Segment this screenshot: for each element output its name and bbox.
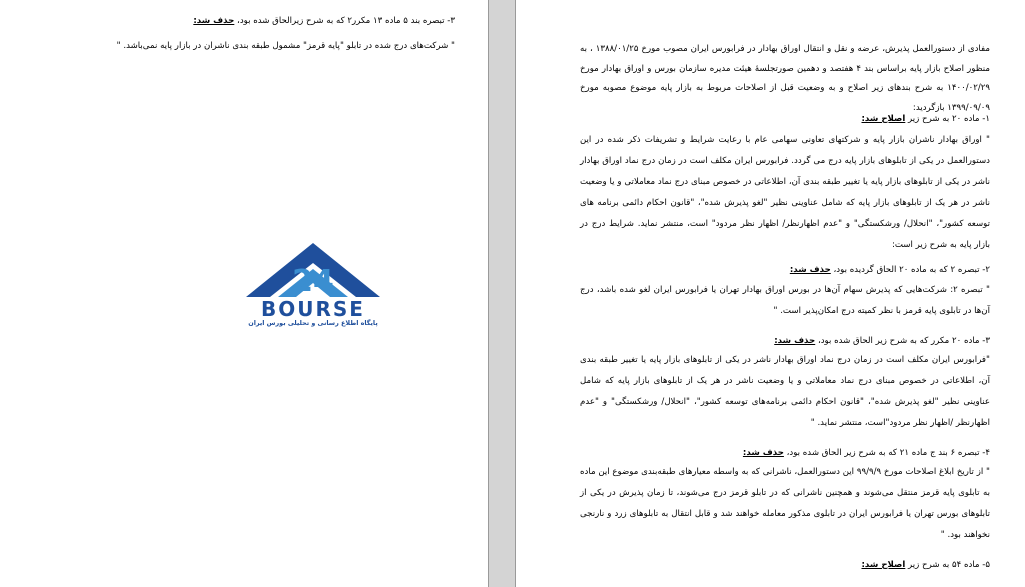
right-item5-heading-prefix: ۵- ماده ۵۴ به شرح زیر	[908, 560, 990, 570]
left-item3-heading-action: حذف شد:	[193, 16, 235, 26]
document-page-right	[515, 0, 1025, 587]
right-item5-heading	[580, 558, 990, 572]
bourse24-logo-word: BOURSE	[261, 297, 365, 321]
right-item4-heading	[580, 446, 990, 460]
document-page-left	[0, 0, 489, 587]
right-item3-heading	[580, 334, 990, 348]
right-item3-body: "فرابورس ایران مکلف است در زمان درج نماد اوراق بهادار ناشر در یکی از تابلوهای بازار پایه یا تغییر طبقه بندی آن، اطلاعاتی در خصوص مبنای درج نماد معاملاتی و یا وضعیت ناشر در هر یک از تابلوهای بازار پایه که شامل عناوینی نظیر "لغو پذیرش شده"، "قانون احکام دائمی برنامه‌های توسعه کشور"، "انحلال/ ورشکستگی" و "عدم اظهارنظر /اظهار نظر مردود"است، منتشر نماید. "	[580, 355, 990, 428]
right-item4-body: " از تاریخ ابلاغ اصلاحات مورخ ۹۹/۹/۹ این دستورالعمل، ناشرانی که به واسطه معیارهای طبقه‌بندی موضوع این ماده به تابلوی پایه قرمز منتقل می‌شوند و همچنین ناشرانی که در تابلو قرمز درج می‌شوند، تا زمان پذیرش در یکی از تابلوهای بورس تهران یا فرابورس ایران در تابلوی مذکور معامله خواهند شد و قابل انتقال به تابلوهای زرد و نارنجی نخواهند بود. "	[580, 467, 990, 540]
right-item2-heading-action: حذف شد:	[789, 265, 831, 275]
left-item3-heading-prefix: ۳- تبصره بند ۵ ماده ۱۳ مکرر۲ که به شرح زیرالحاق شده بود،	[237, 16, 455, 26]
right-item5-heading-action: اصلاح شد:	[861, 560, 906, 570]
left-item3-heading	[120, 14, 455, 28]
right-item2-heading-prefix: ۲- تبصره ۲ که به ماده ۲۰ الحاق گردیده بود،	[833, 265, 990, 275]
right-item4-heading-prefix: ۴- تبصره ۶ بند ج ماده ۲۱ که به شرح زیر الحاق شده بود،	[786, 448, 990, 458]
right-item3-heading-prefix: ۳- ماده ۲۰ مکرر که به شرح زیر الحاق شده بود،	[817, 336, 990, 346]
right-item1-heading	[580, 112, 990, 126]
right-item2-body: " تبصره ۲: شرکت‌هایی که پذیرش سهام آن‌ها در بورس اوراق بهادار تهران یا فرابورس ایران لغو شده باشد، درج آن‌ها در تابلوی پایه قرمز با نظر کمیته درج امکان‌پذیر است. "	[580, 285, 990, 316]
right-item1-body: " اوراق بهادار ناشران بازار پایه و شرکتهای تعاونی سهامی عام با رعایت شرایط و تشریفات ذکر شده در این دستورالعمل در یکی از تابلوهای بازار پایه درج می گردد. فرابورس ایران مکلف است در زمان درج نماد اوراق بهادار ناشر در یکی از تابلوهای بازار پایه یا تغییر طبقه بندی آن، اطلاعاتی در خصوص مبنای درج نماد معاملاتی و یا وضعیت ناشر در هر یک از تابلوهای بازار پایه که شامل عناوینی نظیر "لغو پذیرش شده"، "قانون احکام دائمی برنامه های توسعه کشور"، "انحلال/ ورشکستگی" و "عدم اظهارنظر/ اظهار نظر مردود" است، منتشر نماید. شرایط درج در بازار پایه به شرح زیر است:	[580, 135, 990, 250]
right-item3-heading-action: حذف شد:	[774, 336, 816, 346]
bourse24-logo-subtitle: پایگاه اطلاع رسانی و تحلیلی بورس ایران	[248, 319, 378, 327]
right-item4-heading-action: حذف شد:	[742, 448, 784, 458]
right-item1-heading-action: اصلاح شد:	[861, 114, 906, 124]
left-item3-body: " شرکت‌های درج شده در تابلو "پایه قرمز" مشمول طبقه بندی ناشران در بازار پایه نمی‌باشد. "	[116, 41, 455, 51]
right-intro: مفادی از دستورالعمل پذیرش، عرضه و نقل و انتقال اوراق بهادار در فرابورس ایران مصوب مورخ ۱۳۸۸/۰۱/۲۵ ، به منظور اصلاح بازار پایه براساس بند ۴ هفتصد و دهمین صورتجلسهٔ هیئت مدیره سازمان بورس و اوراق بهادار مورخ ۱۴۰۰/۰۲/۲۹ به شرح بندهای زیر اصلاح و به وضعیت قبل از اصلاحات مربوط به بازار پایه موضوع مصوبه مورخ ۱۳۹۹/۰۹/۰۹ بازگردید:	[580, 44, 990, 113]
bourse24-logo-mark	[238, 239, 388, 299]
svg-text:24: 24	[292, 264, 334, 299]
bourse24-logo	[238, 239, 388, 331]
right-item1-heading-prefix: ۱- ماده ۲۰ به شرح زیر	[908, 114, 990, 124]
right-item2-heading	[580, 263, 990, 277]
